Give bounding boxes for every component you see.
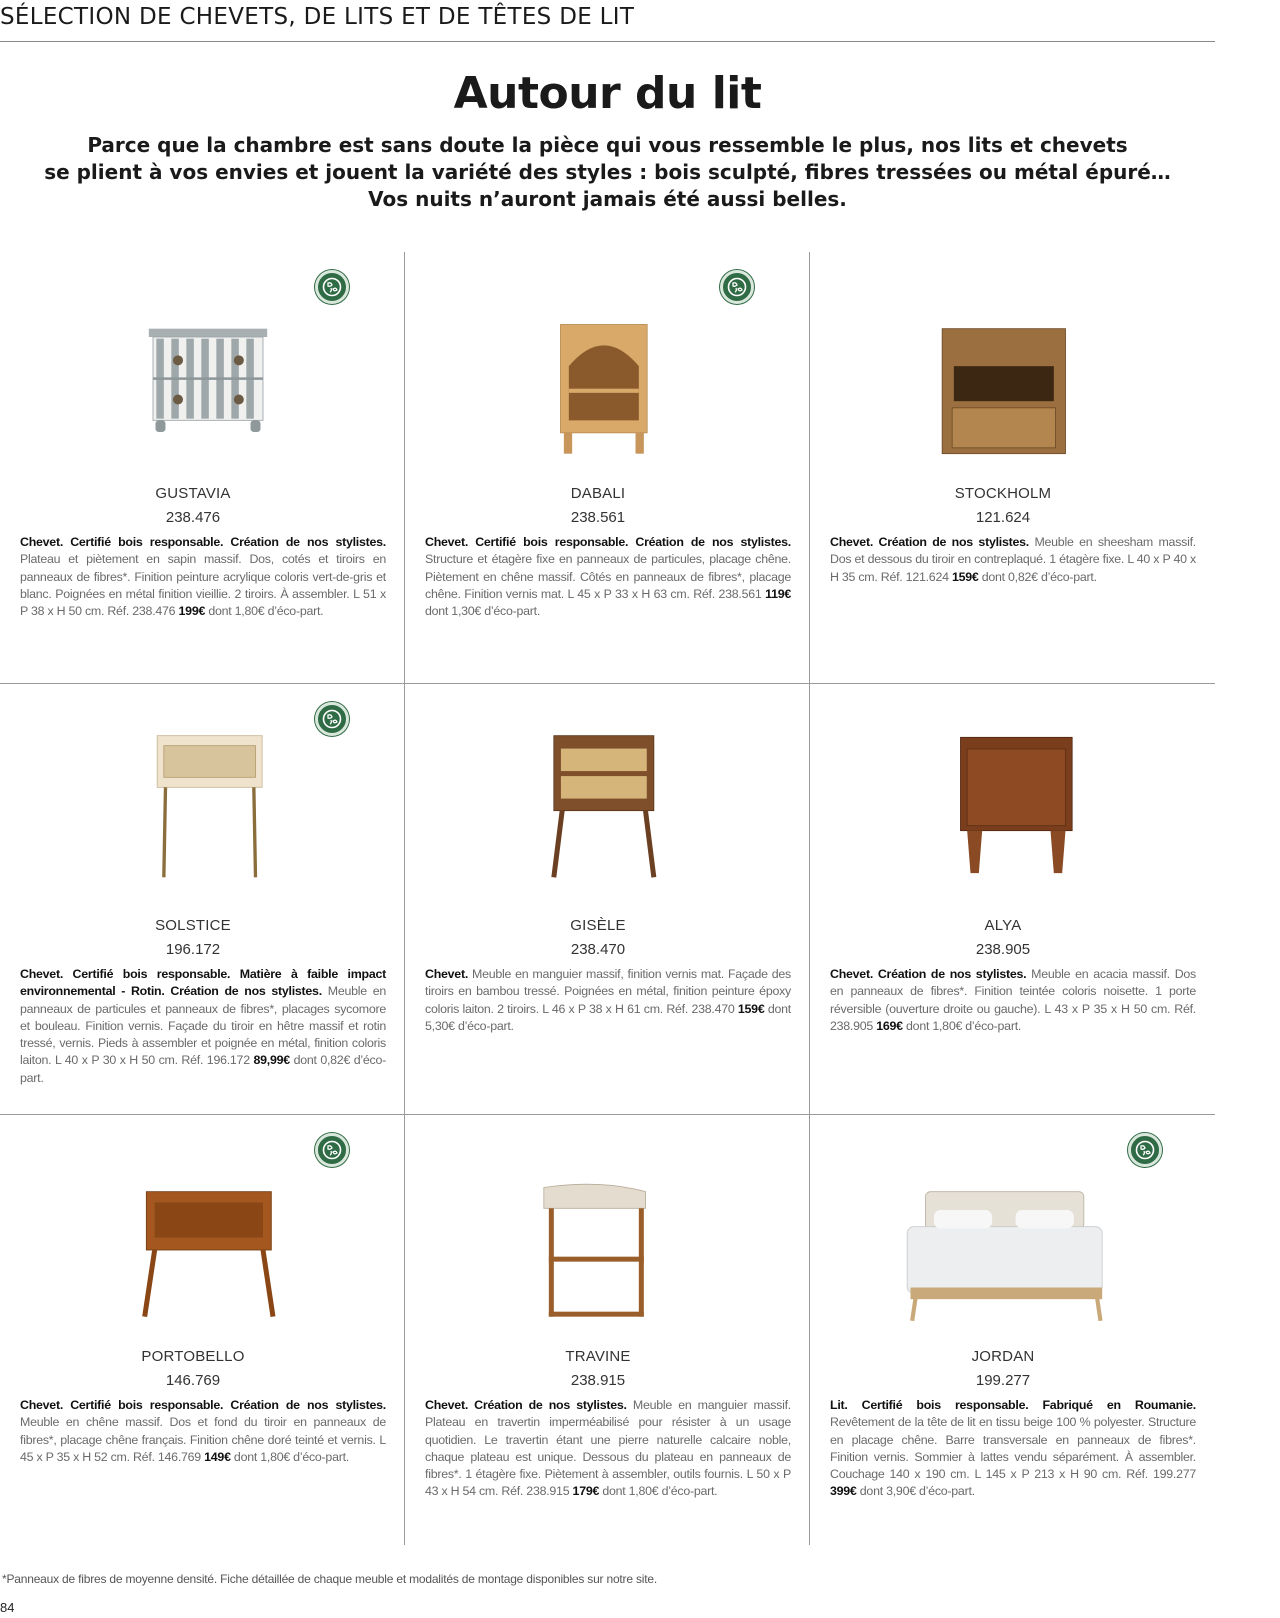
description-lead: Chevet. Certifié bois responsable. Matière à faible impact environnemental - Rotin. Création de nos stylistes. [20,967,386,999]
nightstand-bamboo-icon[interactable] [405,719,791,894]
row-divider [0,1114,1215,1115]
eco-participation: dont 5,30€ d’éco-part. [425,1001,791,1033]
eco-participation: dont 1,30€ d’éco-part. [425,604,541,619]
description-lead: Chevet. Création de nos stylistes. [830,967,1027,981]
product-reference: 238.905 [975,941,1031,958]
page-number: 84 [0,1600,15,1615]
description-lead: Lit. Certifié bois responsable. Fabriqué en Roumanie. [830,1398,1196,1412]
bed-icon[interactable] [810,1150,1196,1325]
product-name: STOCKHOLM [954,485,1052,502]
intro-line: se plient à vos envies et jouent la variété des styles : bois sculpté, fibres tressées ou métal épuré… [44,160,1171,184]
price: 399€ [830,1484,857,1499]
description-lead: Chevet. Certifié bois responsable. Création de nos stylistes. [425,535,791,549]
product-reference: 238.561 [570,509,626,526]
product-reference: 121.624 [975,509,1031,526]
description-body: Meuble en manguier massif. Plateau en travertin imperméabilisé pour résister à un usage quotidien. Le travertin étant une pierre naturelle calcaire noble, chaque plateau est unique. Dessous du plateau en panneaux de fibres*. 1 étagère fixe. Piètement à assembler, outils fournis. L 50 x P 43 x H 54 cm. Réf. 238.915 [425,1398,791,1499]
eco-responsible-icon [315,702,349,736]
description-lead: Chevet. [425,967,469,981]
description-body: Plateau et piètement en sapin massif. Dos, cotés et tiroirs en panneaux de fibres*. Finition peinture acrylique coloris vert-de-gris et blanc. Poignées en métal finition vieillie. 2 tiroirs. À assembler. L 51 x P 38 x H 50 cm. Réf. 238.476 [20,552,386,619]
description-body: Structure et étagère fixe en panneaux de particules, placage chêne. Piètement en chêne massif. Côtés en panneaux de fibres*, placage chêne. Finition vernis mat. L 45 x P 33 x H 63 cm. Réf. 238.561 [425,552,791,601]
nightstand-striped-icon[interactable] [0,287,386,462]
price: 169€ [876,1018,903,1033]
section-title: SÉLECTION DE CHEVETS, DE LITS ET DE TÊTES DE LIT [0,2,1215,42]
description-body: Meuble en sheesham massif. Dos et dessous du tiroir en contreplaqué. 1 étagère fixe. L 40 x P 40 x H 35 cm. Réf. 121.624 [830,535,1196,584]
product-name: ALYA [984,917,1022,934]
product-reference: 238.476 [165,509,221,526]
price: 179€ [572,1484,600,1499]
product-reference: 196.172 [165,941,221,958]
product-description [830,534,1196,586]
description-body: Revêtement de la tête de lit en tissu beige 100 % polyester. Structure en placage chêne. Barre transversale en panneaux de fibres*. Finition vernis. Sommier à lattes vendu séparément. À assembler. Couchage 140 x 190 cm. L 145 x P 213 x H 90 cm. Réf. 199.277 [830,1415,1196,1482]
price: 119€ [765,586,791,601]
eco-participation: dont 0,82€ d’éco-part. [981,569,1097,584]
eco-participation: dont 1,80€ d’éco-part. [233,1449,349,1464]
price: 89,99€ [253,1053,290,1068]
nightstand-arch-icon[interactable] [405,287,791,462]
product-reference: 238.915 [570,1372,626,1389]
description-body: Meuble en chêne massif. Dos et fond du tiroir en panneaux de fibres*, placage chêne français. Finition chêne doré teinté et vernis. L 45 x P 35 x H 52 cm. Réf. 146.769 [20,1415,386,1464]
product-name: TRAVINE [565,1348,631,1365]
product-description [20,966,386,1087]
description-lead: Chevet. Certifié bois responsable. Création de nos stylistes. [20,535,386,549]
description-lead: Chevet. Création de nos stylistes. [425,1398,627,1412]
product-description [425,1397,791,1501]
product-name: SOLSTICE [155,917,231,934]
product-description [20,534,386,620]
nightstand-oak-icon[interactable] [0,1150,386,1325]
intro-line: Vos nuits n’auront jamais été aussi belles. [368,187,847,211]
product-description [830,966,1196,1035]
eco-participation: dont 0,82€ d’éco-part. [20,1053,386,1085]
eco-responsible-icon [315,270,349,304]
product-name: PORTOBELLO [141,1348,245,1365]
product-description [830,1397,1196,1501]
price: 199€ [178,604,206,619]
product-name: JORDAN [971,1348,1035,1365]
description-body: Meuble en panneaux de particules et panneaux de fibres*, placages sycomore et bouleau. Finition vernis. Façade du tiroir en hêtre massif et rotin tressé, vernis. Pieds à assembler et poignée en métal, finition coloris laiton. L 40 x P 30 x H 50 cm. Réf. 196.172 [20,984,387,1068]
description-lead: Chevet. Certifié bois responsable. Création de nos stylistes. [20,1398,386,1412]
eco-participation: dont 3,90€ d’éco-part. [859,1484,975,1499]
price: 149€ [204,1449,231,1464]
description-body: Meuble en acacia massif. Dos en panneaux de fibres*. Finition teintée coloris noisette. 1 porte réversible (ouverture droite ou gauche). L 43 x P 35 x H 50 cm. Réf. 238.905 [830,967,1196,1033]
nightstand-rattan-icon[interactable] [0,719,386,894]
product-reference: 146.769 [165,1372,221,1389]
product-name: GUSTAVIA [155,485,231,502]
eco-responsible-icon [720,270,754,304]
product-description [425,966,791,1035]
price: 159€ [951,569,979,584]
eco-participation: dont 1,80€ d’éco-part. [208,604,324,619]
product-description [20,1397,386,1466]
product-name: GISÈLE [570,917,626,934]
product-description [425,534,791,620]
eco-responsible-icon [315,1133,349,1167]
description-lead: Chevet. Création de nos stylistes. [830,535,1029,549]
product-name: DABALI [570,485,626,502]
nightstand-acacia-icon[interactable] [810,719,1196,894]
eco-participation: dont 1,80€ d’éco-part. [602,1484,718,1499]
description-body: Meuble en manguier massif, finition vernis mat. Façade des tiroirs en bambou tressé. Poignées en métal, finition peinture époxy coloris laiton. 2 tiroirs. L 46 x P 38 x H 61 cm. Réf. 238.470 [425,967,791,1016]
row-divider [0,683,1215,684]
nightstand-travertine-icon[interactable] [405,1150,791,1325]
intro-line: Parce que la chambre est sans doute la pièce qui vous ressemble le plus, nos lits et chevets [87,133,1128,157]
footnote: *Panneaux de fibres de moyenne densité. Fiche détaillée de chaque meuble et modalités de montage disponibles sur notre site. [2,1572,657,1586]
page-title: Autour du lit [453,68,762,119]
price: 159€ [737,1001,765,1016]
product-reference: 199.277 [975,1372,1031,1389]
eco-responsible-icon [1128,1133,1162,1167]
nightstand-cube-icon[interactable] [810,287,1196,462]
eco-participation: dont 1,80€ d’éco-part. [906,1018,1022,1033]
product-reference: 238.470 [570,941,626,958]
